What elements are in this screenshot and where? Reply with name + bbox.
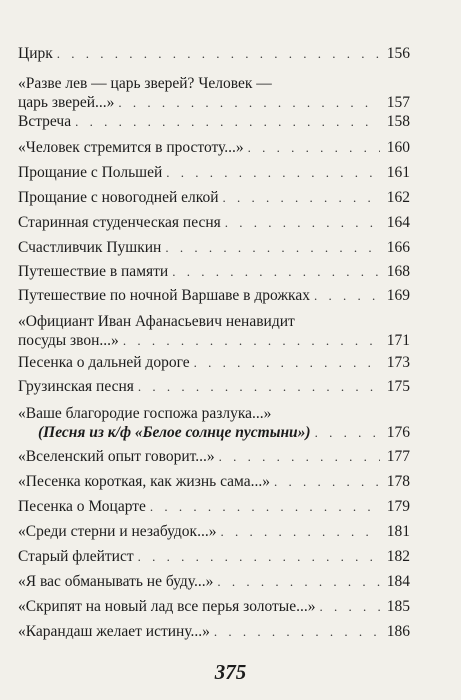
- toc-entry: [18, 112, 410, 131]
- toc-entry-page: 164: [386, 214, 410, 231]
- toc-entry-title: Счастливчик Пушкин: [18, 239, 162, 256]
- dot-leader: [217, 572, 380, 591]
- dot-leader: [248, 138, 380, 157]
- toc-entry-line: [18, 547, 410, 566]
- toc-entry-page: 169: [386, 287, 410, 304]
- toc-entry: [18, 312, 410, 350]
- toc-entry: [18, 163, 410, 182]
- toc-entry-title: Грузинская песня: [18, 378, 134, 395]
- toc-entry-line: [18, 163, 410, 182]
- toc-entry-title: Старый флейтист: [18, 548, 134, 565]
- toc-entry-title: «Ваше благородие госпожа разлука...»: [18, 405, 272, 422]
- dot-leader: [57, 44, 380, 63]
- dot-leader: [225, 213, 380, 232]
- toc-entry-page: 161: [386, 164, 410, 181]
- toc-entry-page: 177: [386, 448, 410, 465]
- toc-entry-page: 171: [386, 332, 410, 349]
- toc-entry-page: 178: [386, 473, 410, 490]
- dot-leader: [165, 238, 380, 257]
- dot-leader: [166, 163, 380, 182]
- toc-entry-line: [18, 597, 410, 616]
- toc-entry-page: 185: [386, 598, 410, 615]
- dot-leader: [118, 93, 380, 112]
- toc-entry-title: Встреча: [18, 113, 72, 130]
- toc-entry-line: [18, 213, 410, 232]
- dot-leader: [319, 597, 380, 616]
- toc-entry-page: 182: [386, 548, 410, 565]
- toc-entry: [18, 547, 410, 566]
- toc-entry-page: 168: [386, 263, 410, 280]
- toc-entry-line: [18, 522, 410, 541]
- toc-entry-page: 179: [386, 498, 410, 515]
- toc-entry-line: [18, 404, 410, 423]
- toc-entry-title: Путешествие в памяти: [18, 263, 169, 280]
- toc-entry-title: Путешествие по ночной Варшаве в дрожках: [18, 287, 310, 304]
- toc-entry-line: [18, 74, 410, 93]
- toc-entry: [18, 377, 410, 396]
- toc-entry-page: 158: [386, 113, 410, 130]
- toc-entry: [18, 262, 410, 281]
- toc-entry: [18, 138, 410, 157]
- toc-entry-line: [18, 497, 410, 516]
- toc-entry-line: [18, 286, 410, 305]
- toc-entry-title: «Среди стерни и незабудок...»: [18, 523, 217, 540]
- dot-leader: [150, 497, 380, 516]
- dot-leader: [315, 423, 380, 442]
- toc-entry-title: посуды звон...»: [18, 332, 119, 349]
- toc-entry-title: Песенка о Моцарте: [18, 498, 146, 515]
- toc-entry: [18, 44, 410, 63]
- toc-entry-line: [18, 312, 410, 331]
- toc-entry-page: 175: [386, 378, 410, 395]
- toc-entry-title: «Человек стремится в простоту...»: [18, 139, 244, 156]
- toc-entry: [18, 286, 410, 305]
- dot-leader: [194, 353, 380, 372]
- page-number: 375: [214, 660, 247, 684]
- toc-entry-page: 181: [386, 523, 410, 540]
- toc-entry-page: 186: [386, 623, 410, 640]
- dot-leader: [172, 262, 380, 281]
- dot-leader: [75, 112, 380, 131]
- toc-entry: [18, 572, 410, 591]
- toc-entry-title: Прощание с Польшей: [18, 164, 163, 181]
- toc-entry-page: 184: [386, 573, 410, 590]
- toc-entry-line: [18, 44, 410, 63]
- toc-entry-title: Прощание с новогодней елкой: [18, 189, 219, 206]
- toc-entry: [18, 497, 410, 516]
- toc-entry: [18, 74, 410, 112]
- dot-leader: [219, 447, 380, 466]
- toc-entry: [18, 213, 410, 232]
- toc-entry-page: 157: [386, 94, 410, 111]
- toc-entry: [18, 404, 410, 442]
- toc-entry-title: «Разве лев — царь зверей? Человек —: [18, 75, 272, 92]
- toc-entry-title: «Скрипят на новый лад все перья золотые...»: [18, 598, 316, 615]
- toc-entry: [18, 522, 410, 541]
- toc-entry-title: (Песня из к/ф «Белое солнце пустыни»): [38, 424, 311, 441]
- toc-entry-title: «Вселенский опыт говорит...»: [18, 448, 215, 465]
- toc-entry: [18, 188, 410, 207]
- toc-entry-page: 162: [386, 189, 410, 206]
- toc-entry: [18, 597, 410, 616]
- toc-entry-title: «Песенка короткая, как жизнь сама...»: [18, 473, 270, 490]
- toc-entry-line: [18, 331, 410, 350]
- toc-entry-line: [18, 572, 410, 591]
- dot-leader: [138, 377, 380, 396]
- toc-entry-page: 156: [386, 45, 410, 62]
- toc-entry-line: [18, 472, 410, 491]
- toc-entry-line: [18, 353, 410, 372]
- toc-entry-line: [18, 138, 410, 157]
- toc-entry-line: [18, 622, 410, 641]
- toc-entry-page: 166: [386, 239, 410, 256]
- toc-entry-title: «Я вас обманывать не буду...»: [18, 573, 214, 590]
- toc-entry: [18, 447, 410, 466]
- toc-entry-title: царь зверей...»: [18, 94, 115, 111]
- dot-leader: [274, 472, 380, 491]
- toc-entry-line: [18, 262, 410, 281]
- dot-leader: [223, 188, 380, 207]
- toc-entry-title: Песенка о дальней дороге: [18, 354, 190, 371]
- toc-entry-title: Старинная студенческая песня: [18, 214, 221, 231]
- toc-entry: [18, 622, 410, 641]
- toc-entry-title: «Официант Иван Афанасьевич ненавидит: [18, 313, 295, 330]
- toc-entry-line: [18, 447, 410, 466]
- toc-entry: [18, 472, 410, 491]
- dot-leader: [214, 622, 380, 641]
- toc-entry-line: [18, 188, 410, 207]
- dot-leader: [123, 331, 380, 350]
- toc-entry-page: 160: [386, 139, 410, 156]
- toc-entry-line: [18, 423, 410, 442]
- toc-entry-page: 173: [386, 354, 410, 371]
- dot-leader: [138, 547, 380, 566]
- toc-entry-line: [18, 112, 410, 131]
- toc-entry-title: Цирк: [18, 45, 53, 62]
- toc-entry: [18, 238, 410, 257]
- toc-entry-page: 176: [386, 424, 410, 441]
- toc-entry-line: [18, 238, 410, 257]
- dot-leader: [220, 522, 380, 541]
- toc-entry-line: [18, 93, 410, 112]
- toc-entry-line: [18, 377, 410, 396]
- toc-entry: [18, 353, 410, 372]
- toc-entry-title: «Карандаш желает истину...»: [18, 623, 210, 640]
- dot-leader: [314, 286, 380, 305]
